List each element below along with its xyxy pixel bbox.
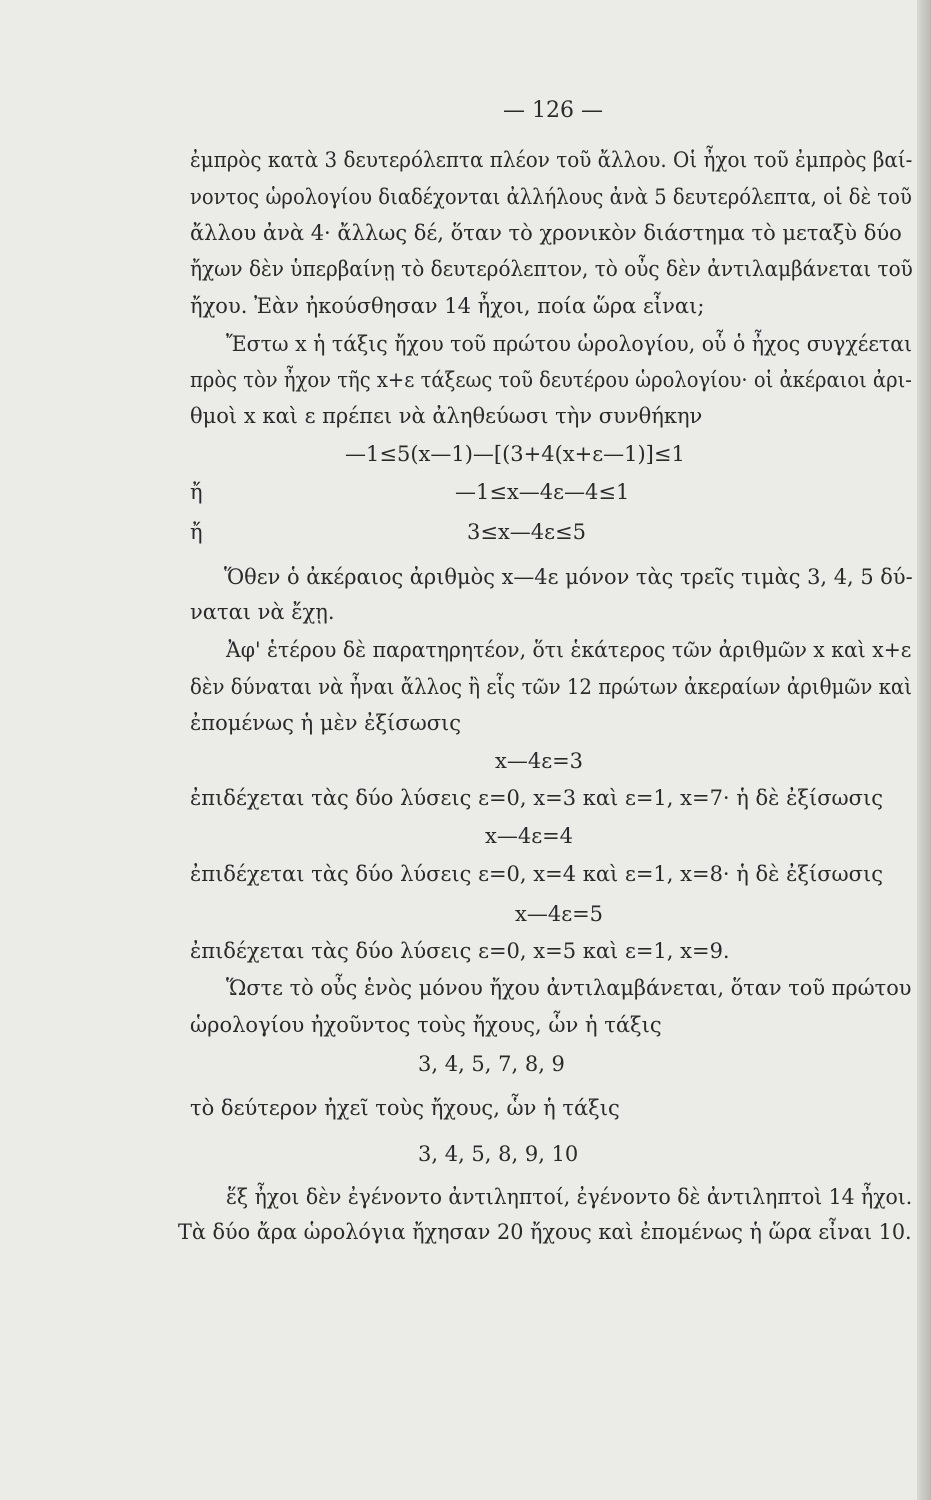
text-line-11: Ἀφ' ἑτέρου δὲ παρατηρητέον, ὅτι ἑκάτερος τῶν ἀριθμῶν x καὶ x+ε [226, 638, 912, 662]
text-line-7: πρὸς τὸν ἦχον τῆς x+ε τάξεως τοῦ δευτέρου ὡρολογίου· οἱ ἀκέραιοι ἀρι- [190, 368, 912, 392]
text-line-6: Ἔστω x ἡ τάξις ἤχου τοῦ πρώτου ὡρολογίου, οὗ ὁ ἦχος συγχέεται [226, 332, 913, 356]
text-line-4: ἤχων δὲν ὑπερβαίνῃ τὸ δευτερόλεπτον, τὸ οὖς δὲν ἀντιλαμβάνεται τοῦ [190, 257, 913, 281]
text-line-20: ἕξ ἦχοι δὲν ἐγένοντο ἀντιληπτοί, ἐγένοντο δὲ ἀντιληπτοὶ 14 ἦχοι. [226, 1185, 913, 1209]
page-edge-shadow [917, 0, 931, 1500]
equation-1: —1≤5(x—1)—[(3+4(x+ε—1)]≤1 [345, 442, 685, 466]
equation-6: x—4ε=5 [515, 902, 604, 926]
equation-2: —1≤x—4ε—4≤1 [455, 480, 630, 504]
equation-2-prefix: ἤ [190, 480, 203, 504]
equation-4: x—4ε=3 [495, 749, 584, 773]
text-line-18: ὡρολογίου ἠχοῦντος τοὺς ἤχους, ὧν ἡ τάξις [190, 1013, 662, 1037]
text-line-5: ἤχου. Ἐὰν ἠκούσθησαν 14 ἦχοι, ποία ὥρα εἶναι; [190, 294, 705, 318]
text-line-3: ἄλλου ἀνὰ 4· ἄλλως δέ, ὅταν τὸ χρονικὸν διάστημα τὸ μεταξὺ δύο [190, 221, 902, 245]
text-line-9: Ὅθεν ὁ ἀκέραιος ἀριθμὸς x—4ε μόνον τὰς τρεῖς τιμὰς 3, 4, 5 δύ- [224, 565, 913, 589]
text-line-19: τὸ δεύτερον ἠχεῖ τοὺς ἤχους, ὧν ἡ τάξις [190, 1096, 620, 1120]
text-line-17: Ὥστε τὸ οὖς ἑνὸς μόνου ἤχου ἀντιλαμβάνεται, ὅταν τοῦ πρώτου [226, 976, 912, 1000]
equation-5: x—4ε=4 [485, 824, 574, 848]
text-line-8: θμοὶ x καὶ ε πρέπει νὰ ἀληθεύωσι τὴν συνθήκην [190, 404, 703, 428]
text-line-16: ἐπιδέχεται τὰς δύο λύσεις ε=0, x=5 καὶ ε=1, x=9. [190, 939, 730, 963]
equation-3: 3≤x—4ε≤5 [467, 520, 586, 544]
text-line-12: δὲν δύναται νὰ ἦναι ἄλλος ἢ εἷς τῶν 12 πρώτων ἀκεραίων ἀριθμῶν καὶ [190, 675, 912, 699]
text-line-10: ναται νὰ ἔχῃ. [190, 600, 335, 624]
text-line-2: νοντος ὡρολογίου διαδέχονται ἀλλήλους ἀνὰ 5 δευτερόλεπτα, οἱ δὲ τοῦ [190, 185, 912, 209]
equation-3-prefix: ἤ [190, 520, 203, 544]
text-line-15: ἐπιδέχεται τὰς δύο λύσεις ε=0, x=4 καὶ ε=1, x=8· ἡ δὲ ἐξίσωσις [190, 862, 883, 886]
text-line-21: Τὰ δύο ἄρα ὡρολόγια ἤχησαν 20 ἤχους καὶ ἐπομένως ἡ ὥρα εἶναι 10. [178, 1220, 912, 1244]
sequence-2: 3, 4, 5, 8, 9, 10 [418, 1142, 579, 1166]
text-line-14: ἐπιδέχεται τὰς δύο λύσεις ε=0, x=3 καὶ ε=1, x=7· ἡ δὲ ἐξίσωσις [190, 786, 883, 810]
text-line-13: ἐπομένως ἡ μὲν ἐξίσωσις [190, 711, 462, 735]
page-number: — 126 — [503, 98, 603, 123]
sequence-1: 3, 4, 5, 7, 8, 9 [418, 1052, 565, 1076]
text-line-1: ἐμπρὸς κατὰ 3 δευτερόλεπτα πλέον τοῦ ἄλλου. Οἱ ἦχοι τοῦ ἐμπρὸς βαί- [190, 148, 913, 172]
